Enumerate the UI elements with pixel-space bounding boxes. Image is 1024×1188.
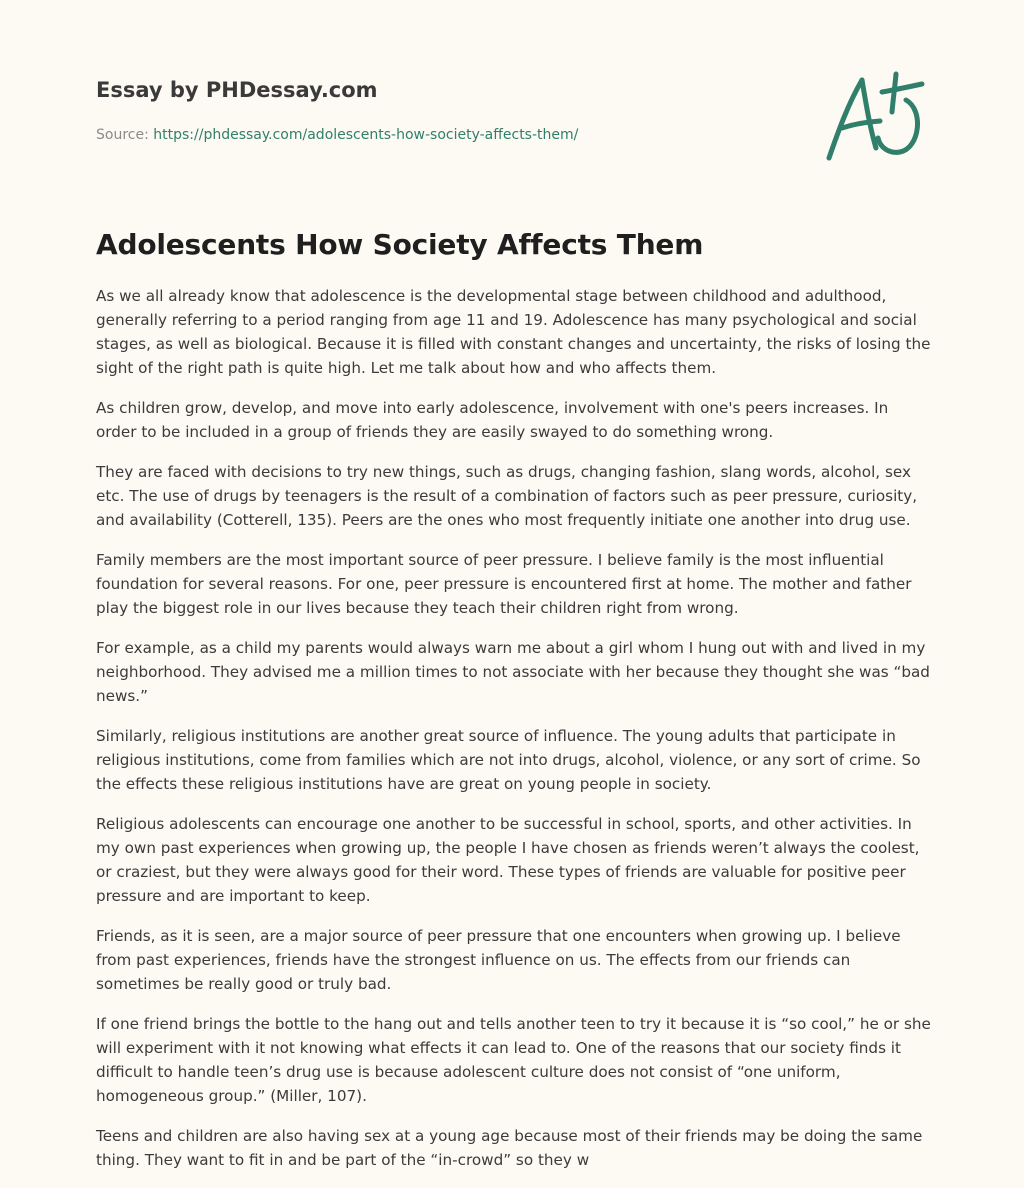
essay-paragraph: Religious adolescents can encourage one another to be successful in school, sports, and other activities. In my own past experiences when growing up, the people I have chosen as friends weren’t always the coolest, or craziest, but they were always good for their word. These types of friends are valuable for positive peer pressure and are important to keep. [96, 815, 920, 905]
essay-title: Adolescents How Society Affects Them [96, 228, 704, 261]
essay-paragraph: Family members are the most important source of peer pressure. I believe family is the most influential foundation for several reasons. For one, peer pressure is encountered first at home. The mother and father play the biggest role in our lives because they teach their children right from wrong. [96, 551, 912, 617]
essay-body [96, 284, 932, 1188]
essay-paragraph: Friends, as it is seen, are a major source of peer pressure that one encounters when growing up. I believe from past experiences, friends have the strongest influence on us. The effects from our friends can sometimes be really good or truly bad. [96, 927, 901, 993]
page-header [96, 76, 796, 144]
source-link[interactable]: https://phdessay.com/adolescents-how-society-affects-them/ [153, 127, 579, 143]
essay-paragraph: They are faced with decisions to try new things, such as drugs, changing fashion, slang words, alcohol, sex etc. The use of drugs by teenagers is the result of a combination of factors such as peer pressure, curiosity, and availability (Cotterell, 135). Peers are the ones who most frequently initiate one another into drug use. [96, 463, 918, 529]
essay-paragraph: As children grow, develop, and move into early adolescence, involvement with one's peers increases. In order to be included in a group of friends they are easily swayed to do something wrong. [96, 399, 889, 441]
source-line [96, 126, 796, 144]
essay-paragraph: For example, as a child my parents would always warn me about a girl whom I hung out with and lived in my neighborhood. They advised me a million times to not associate with her because they thought she was “bad news.” [96, 639, 930, 705]
brand-title: Essay by PHDessay.com [96, 78, 378, 102]
a-plus-logo-icon [820, 66, 930, 166]
essay-paragraph: Teens and children are also having sex at a young age because most of their friends may be doing the same thing. They want to fit in and be part of the “in-crowd” so they w [96, 1127, 923, 1169]
essay-paragraph: As we all already know that adolescence is the developmental stage between childhood and adulthood, generally referring to a period ranging from age 11 and 19. Adolescence has many psychological and social stages, as well as biological. Because it is filled with constant changes and uncertainty, the risks of losing the sight of the right path is quite high. Let me talk about how and who affects them. [96, 287, 931, 377]
source-label: Source: [96, 127, 154, 143]
essay-paragraph: If one friend brings the bottle to the hang out and tells another teen to try it because it is “so cool,” he or she will experiment with it not knowing what effects it can lead to. One of the reasons that our society finds it difficult to handle teen’s drug use is because adolescent culture does not consist of “one uniform, homogeneous group.” (Miller, 107). [96, 1015, 931, 1105]
essay-paragraph: Similarly, religious institutions are another great source of influence. The young adults that participate in religious institutions, come from families which are not into drugs, alcohol, violence, or any sort of crime. So the effects these religious institutions have are great on young people in society. [96, 727, 921, 793]
